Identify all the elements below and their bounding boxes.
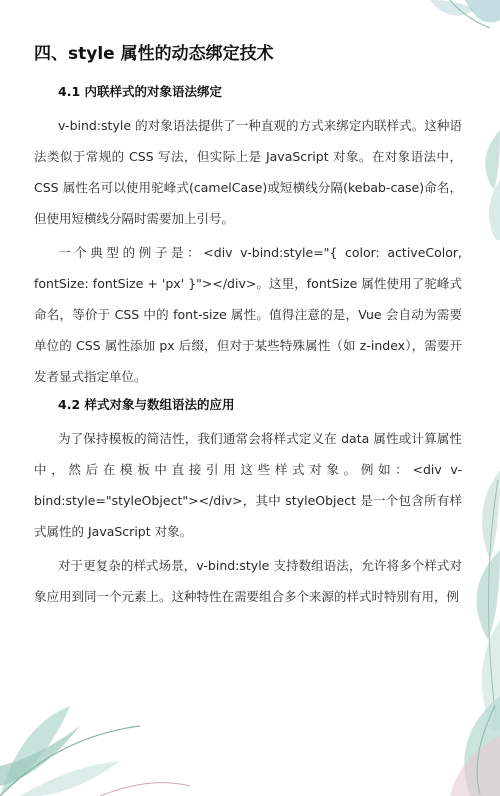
section-title-4-2: 4.2 样式对象与数组语法的应用 [58, 397, 235, 412]
leaf-decoration-bottom-left-icon [0, 666, 200, 796]
paragraph: 为了保持模板的简洁性，我们通常会将样式定义在 data 属性或计算属性中，然后在模板中直接引用这些样式对象。例如：<div v-bind:style="styleObject"></div>，其中 styleObject 是一个包含所有样式属性的 JavaScript 对象。 [34, 431, 462, 539]
paragraph: 一个典型的例子是：<div v-bind:style="{ color: activeColor, fontSize: fontSize + 'px' }"></div>。这里，fontSize 属性使用了驼峰式命名，等价于 CSS 中的 font-size 属性。值得注意的是，Vue 会自动为需要单位的 CSS 属性添加 px 后缀，但对于某些特殊属性（如 z-index），需要开发者显式指定单位。 [34, 245, 462, 384]
leaf-decoration-bottom-right-icon [390, 676, 500, 796]
page-title: 四、style 属性的动态绑定技术 [34, 44, 274, 64]
paragraph: v-bind:style 的对象语法提供了一种直观的方式来绑定内联样式。这种语法类似于常规的 CSS 写法，但实际上是 JavaScript 对象。在对象语法中，CSS 属性名可以使用驼峰式(camelCase)或短横线分隔(kebab-case)命名，但使用短横线分隔时需要加上引号。 [34, 118, 462, 226]
leaf-decoration-right-icon [464, 130, 500, 240]
document-body [34, 40, 462, 615]
leaf-decoration-top-right-icon [420, 0, 500, 40]
paragraph: 对于更复杂的样式场景，v-bind:style 支持数组语法，允许将多个样式对象应用到同一个元素上。这种特性在需要组合多个来源的样式时特别有用，例 [34, 558, 462, 604]
section-title-4-1: 4.1 内联样式的对象语法绑定 [58, 84, 222, 99]
